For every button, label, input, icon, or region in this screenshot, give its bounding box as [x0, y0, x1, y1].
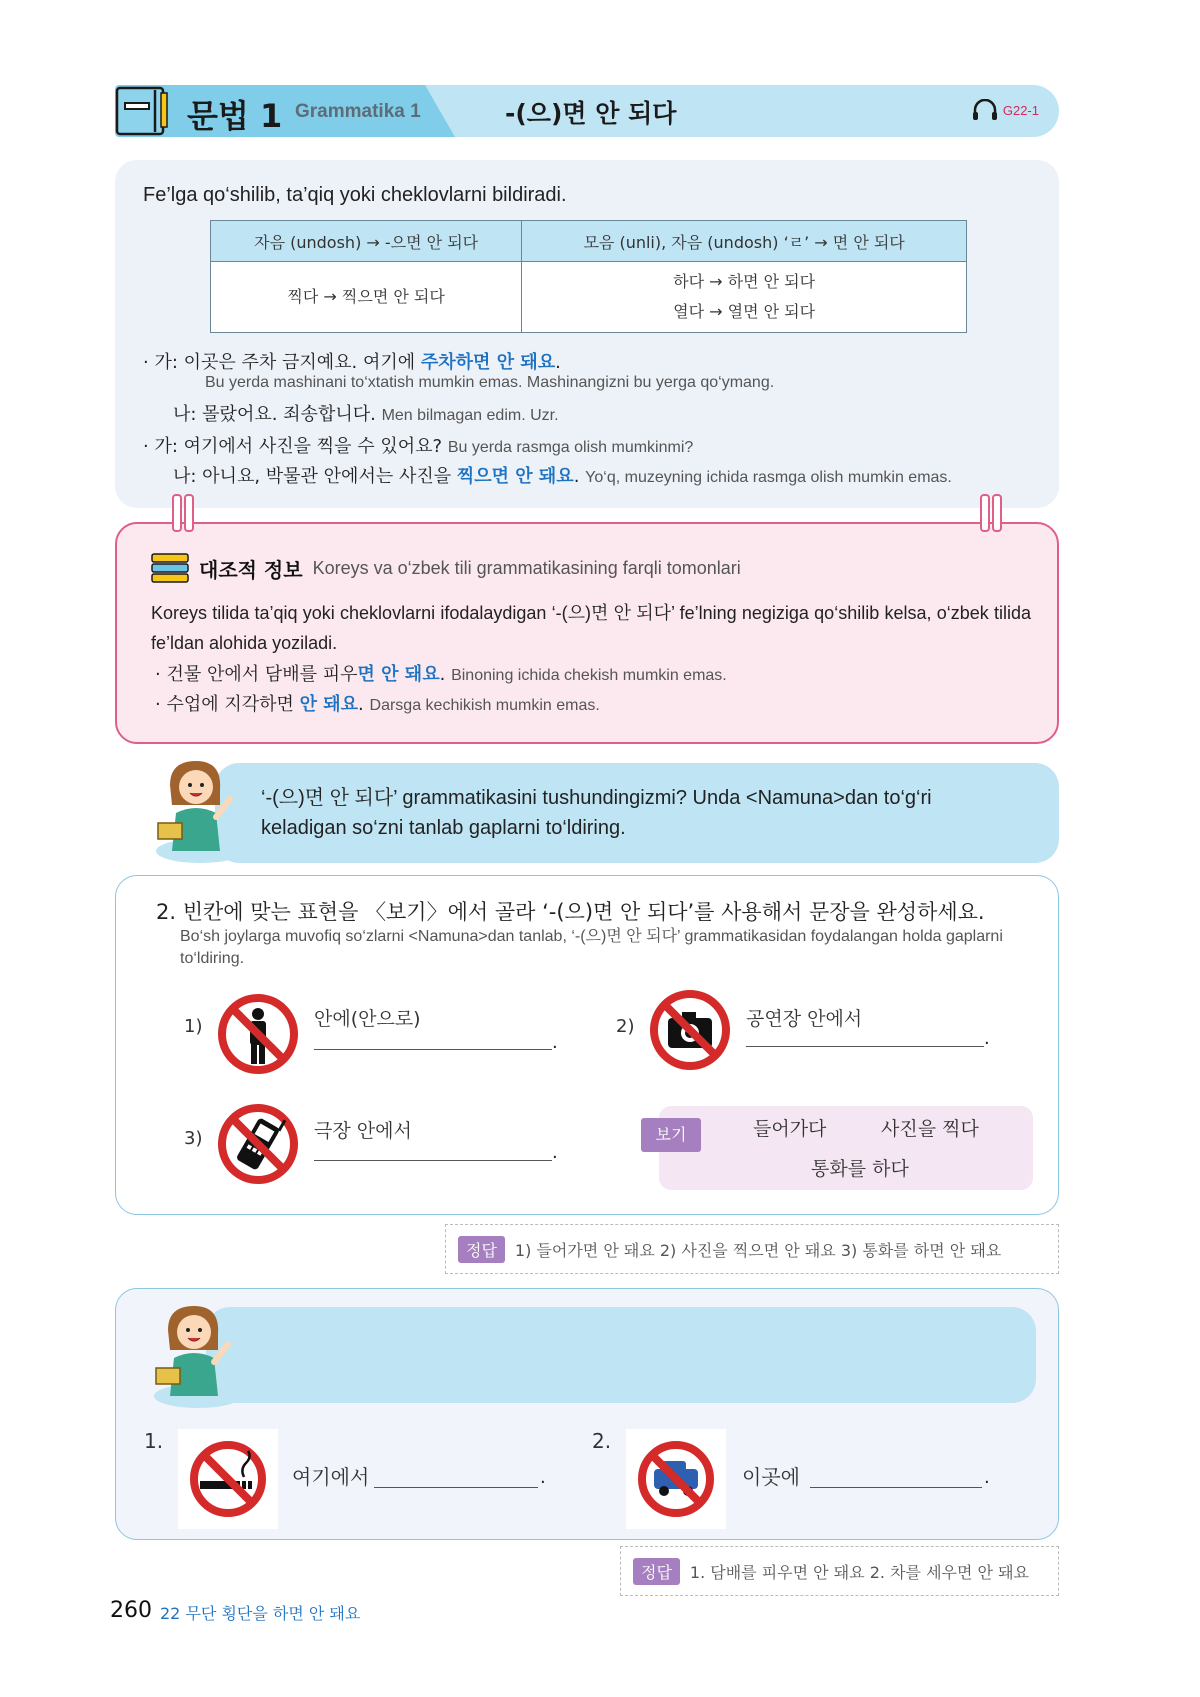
no-entry-person-icon — [216, 992, 300, 1076]
example-text: 나: 몰랐어요. 죄송합니다. — [173, 404, 376, 425]
example-4 — [173, 462, 952, 488]
example-3: · 가: 여기에서 사진을 찍을 수 있어요? Bu yerda rasmga olish mumkinmi? — [143, 436, 694, 457]
example-suffix: . — [555, 352, 561, 373]
example-gloss: Yo‘q, muzeyning ichida rasmga olish mumkin emas. — [585, 469, 952, 486]
answer-blank[interactable] — [314, 1160, 552, 1161]
period: . — [984, 1467, 990, 1488]
clip-icon — [979, 494, 1003, 532]
audio-track[interactable] — [971, 99, 1039, 121]
contrast-example-2 — [155, 690, 600, 716]
example-highlight: 면 안 돼요 — [357, 664, 440, 685]
item-label: 여기에서 — [292, 1465, 370, 1489]
answer-blank[interactable] — [374, 1487, 538, 1488]
grammar-header — [115, 85, 1059, 137]
rule-example-yeolda: 열다 → 열면 안 되다 — [673, 302, 816, 321]
example-text: · 건물 안에서 담배를 피우 — [155, 664, 358, 685]
contrast-body: Koreys tilida ta’qiq yoki cheklovlarni ifodalaydigan ‘-(으)면 안 되다’ fe’lning negiziga qo‘shilib kelsa, o‘zbek tilida fe’ldan alohida yoziladi. — [151, 603, 1031, 653]
answer-text: 1. 담배를 피우면 안 돼요 2. 차를 세우면 안 돼요 — [689, 1562, 1029, 1582]
no-camera-icon — [648, 988, 732, 1072]
header-grammar: -(으)면 안 되다 — [505, 99, 677, 128]
contrast-title: 대조적 정보 — [199, 557, 303, 582]
example-highlight: 안 돼요 — [299, 694, 359, 715]
speech-text — [261, 783, 932, 843]
example-2 — [173, 400, 559, 426]
example-gloss: Darsga kechikish mumkin emas. — [369, 697, 600, 714]
item-label: 안에(안으로) — [314, 1008, 421, 1030]
chapter-title: 22 무단 횡단을 하면 안 돼요 — [160, 1604, 361, 1623]
rule-col1-head: 자음 (undosh) → -으면 안 되다 — [211, 221, 522, 262]
rule-col2-cell — [522, 262, 967, 333]
example-suffix: . — [439, 664, 446, 685]
empty-speech-bubble — [206, 1307, 1036, 1403]
explanation-box — [115, 160, 1059, 508]
item-number: 3) — [184, 1128, 203, 1149]
answer-key — [620, 1546, 1059, 1596]
contrast-heading — [151, 552, 741, 584]
speech-bubble — [215, 763, 1059, 863]
answer-tag: 정답 — [458, 1236, 505, 1263]
page-number: 260 — [110, 1598, 152, 1623]
example-gloss: Bu yerda rasmga olish mumkinmi? — [447, 439, 694, 456]
item-label: 공연장 안에서 — [746, 1008, 863, 1030]
exercise-box — [115, 875, 1059, 1215]
answer-tag: 정답 — [633, 1558, 680, 1585]
example-suffix: . — [573, 466, 580, 487]
clip-icon — [171, 494, 195, 532]
notebook-icon — [115, 85, 169, 137]
example-word-tag: 보기 — [641, 1118, 701, 1152]
speech-line: ‘-(으)면 안 되다’ grammatikasini tushundingizmi? Unda <Namuna>dan to‘g‘ri — [261, 787, 932, 809]
example-word-box — [641, 1106, 1033, 1190]
answer-blank[interactable] — [810, 1487, 982, 1488]
no-phone-icon — [216, 1102, 300, 1186]
item-number: 2) — [616, 1016, 635, 1037]
books-stack-icon — [151, 552, 189, 584]
example-text: 나: 아니요, 박물관 안에서는 사진을 — [173, 466, 457, 487]
item-label: 극장 안에서 — [314, 1120, 412, 1142]
answer-key — [445, 1224, 1059, 1274]
no-smoking-icon — [186, 1437, 270, 1521]
rule-example-hada: 하다 → 하면 안 되다 — [673, 272, 816, 291]
example-highlight: 찍으면 안 돼요 — [456, 466, 574, 487]
example-suffix: . — [358, 694, 364, 715]
teacher-illustration — [148, 1300, 248, 1410]
item-number: 1) — [184, 1016, 203, 1037]
header-subtitle: Grammatika 1 — [295, 101, 421, 122]
example-word: 사진을 찍다 — [881, 1118, 979, 1140]
example-1: · 가: 이곳은 주차 금지예요. 여기에 주차하면 안 돼요. — [143, 352, 561, 373]
period: . — [552, 1032, 558, 1053]
header-title: 문법 1 — [187, 97, 283, 135]
example-word: 통화를 하다 — [811, 1158, 909, 1180]
contrast-info-box — [115, 522, 1059, 744]
rule-table — [210, 220, 967, 333]
exercise-title: 2. 빈칸에 맞는 표현을 〈보기〉에서 골라 ‘-(으)면 안 되다’를 사용해서 문장을 완성하세요. — [156, 900, 985, 924]
period: . — [540, 1467, 546, 1488]
contrast-example-1 — [155, 660, 727, 686]
example-word: 들어가다 — [753, 1118, 827, 1140]
example-highlight: 주차하면 안 돼요 — [420, 352, 556, 373]
period: . — [984, 1028, 990, 1049]
explanation-lead: Fe’lga qo‘shilib, ta’qiq yoki cheklovlarni bildiradi. — [143, 184, 567, 206]
period: . — [552, 1142, 558, 1163]
example-1-gloss: Bu yerda mashinani to‘xtatish mumkin emas. Mashinangizni bu yerga qo‘ymang. — [205, 374, 775, 391]
answer-blank[interactable] — [314, 1049, 552, 1050]
example-text: 가: 이곳은 주차 금지예요. 여기에 — [154, 352, 421, 373]
answer-blank[interactable] — [746, 1046, 984, 1047]
example-gloss: Men bilmagan edim. Uzr. — [381, 407, 559, 424]
example-text: · 수업에 지각하면 — [155, 694, 300, 715]
rule-col1-cell: 찍다 → 찍으면 안 되다 — [211, 262, 522, 333]
exercise-2-box — [115, 1288, 1059, 1540]
teacher-illustration — [150, 755, 250, 865]
example-text: 가: 여기에서 사진을 찍을 수 있어요? — [154, 436, 443, 457]
example-gloss: Binoning ichida chekish mumkin emas. — [451, 667, 727, 684]
exercise-instruction: Bo‘sh joylarga muvofiq so‘zlarni <Namuna>dan tanlab, ‘-(으)면 안 되다’ grammatikasidan foydalangan holda gaplarni to‘ldiring. — [180, 928, 1003, 967]
rule-col2-head: 모음 (unli), 자음 (undosh) ‘ㄹ’ → 면 안 되다 — [522, 221, 967, 262]
speech-line: keladigan so‘zni tanlab gaplarni to‘ldiring. — [261, 817, 626, 839]
answer-text: 1) 들어가면 안 돼요 2) 사진을 찍으면 안 돼요 3) 통화를 하면 안 돼요 — [514, 1240, 1002, 1260]
audio-code: G22-1 — [1002, 102, 1039, 118]
item-label: 이곳에 — [742, 1465, 800, 1489]
item-number: 1. — [144, 1429, 164, 1453]
item-number: 2. — [592, 1429, 612, 1453]
headphones-icon — [971, 99, 999, 121]
no-parking-car-icon — [634, 1437, 718, 1521]
contrast-subtitle: Koreys va o‘zbek tili grammatikasining farqli tomonlari — [312, 557, 741, 578]
